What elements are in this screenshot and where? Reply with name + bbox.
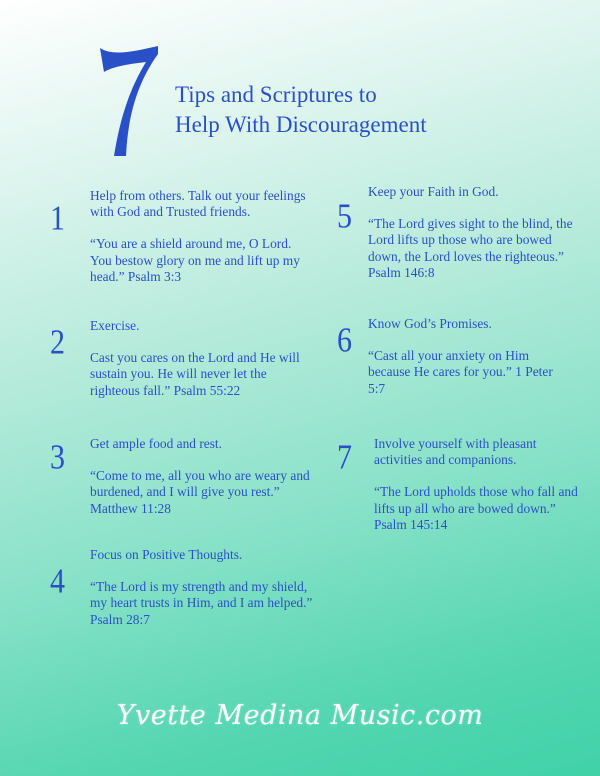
footer-signature: Yvette Medina Music.com — [116, 700, 484, 731]
tip-heading: Get ample food and rest. — [90, 436, 223, 451]
tip-heading: Exercise. — [90, 318, 140, 333]
tip-heading: Involve yourself with pleasant activities and companions. — [374, 436, 537, 468]
tip-scripture: “Cast all your anxiety on Him because He cares for you.” 1 Peter 5:7 — [368, 348, 553, 396]
tip-number: 2 — [50, 323, 65, 362]
tip-scripture: “Come to me, all you who are weary and burdened, and I will give you rest.” Matthew 11:28 — [90, 468, 310, 516]
tip-text — [368, 184, 578, 281]
tip-scripture: Cast you cares on the Lord and He will sustain you. He will never let the righteous fall.” Psalm 55:22 — [90, 350, 300, 398]
tip-text — [90, 318, 315, 399]
tip-text — [374, 436, 579, 533]
tip-heading: Help from others. Talk out your feelings with God and Trusted friends. — [90, 188, 306, 220]
tip-scripture: “The Lord is my strength and my shield, my heart trusts in Him, and I am helped.” Psalm 28:7 — [90, 579, 313, 627]
tip-number: 7 — [337, 438, 352, 477]
tip-scripture: “You are a shield around me, O Lord. You bestow glory on me and lift up my head.” Psalm 3:3 — [90, 236, 300, 284]
title-line-2: Help With Discouragement — [175, 112, 427, 137]
tip-text — [90, 547, 315, 628]
tip-number: 6 — [337, 321, 352, 360]
tip-heading: Focus on Positive Thoughts. — [90, 547, 243, 562]
tip-text — [368, 316, 573, 397]
big-number-seven — [92, 42, 162, 160]
tip-heading: Know God’s Promises. — [368, 316, 492, 331]
tip-number: 3 — [50, 438, 65, 477]
title-line-1: Tips and Scriptures to — [175, 82, 377, 107]
tip-text — [90, 188, 315, 285]
tip-number: 1 — [50, 199, 65, 238]
tip-number: 5 — [337, 197, 352, 236]
page-title — [175, 80, 427, 140]
tip-text — [90, 436, 320, 517]
tip-scripture: “The Lord gives sight to the blind, the Lord lifts up those who are bowed down, the Lord loves the righteous.” Psalm 146:8 — [368, 216, 573, 280]
tip-number: 4 — [50, 562, 65, 601]
tip-scripture: “The Lord upholds those who fall and lifts up all who are bowed down.” Psalm 145:14 — [374, 484, 578, 532]
tip-heading: Keep your Faith in God. — [368, 184, 499, 199]
